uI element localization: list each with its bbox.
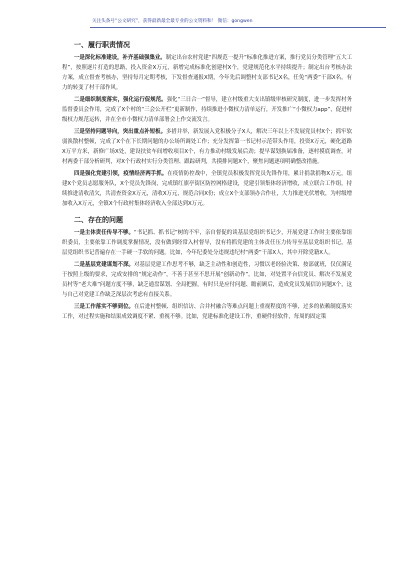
paragraph-lead: 四是强化党建引领，疫情经济两手抓。 [74,171,168,177]
paragraph-text: 在疫情防控战中，全镇党员积极发挥党员先锋作用，累计捐款捐物X万元，组建X个党员志愿服务队，X个党员先锋岗，完成镇红旗亭街区防控网格建设，党建引领集体经济增收，成立联合工作组，持续推进清收清欠，共清查资金X万元，清收X万元，规范合同X份；成立X个支部领办合作社，大力推进光伏增收，为村级增加收入X万元，全镇X个行政村集体经济收入全部达到X万元。 [62,171,352,207]
paragraph-text: 在后进村整顿、组织信访、合并村融合等难点问题上重视程度的不够，过多的依赖制度落实工作，对过程实施和结果成效调度不紧、重视不够。比如，党建标准化建设工作，重硬件轻软件，每周的固定策 [62,304,352,320]
header-banner: 关注头条号“公文研究”，获得最新最全最专业的公文资料和！ 微信：gongwen [92,19,253,24]
header-divider [90,27,386,28]
paragraph [62,228,352,258]
paragraph [62,53,352,93]
paragraph-lead: 三是坚持问题导向，突出重点补短板。 [74,129,166,135]
paragraph-lead: 二是基层党建谋划不深。 [74,262,134,268]
paragraph [62,169,352,209]
paragraph [62,95,352,125]
paragraph-lead: 一是深化标准建设，补齐基础强集业。 [74,55,166,61]
paragraph [62,127,352,167]
paragraph-text: “书记抓、抓书记”树的不牢，亲自督促的谈基层党组织书记少，开展党建工作时主要依靠组织委员，主要依靠工作调度掌握情况，没有做到经常入村督导，没有将抓党建的主体责任压力传导至基层党组织书记，基层党组织书记普遍存在一手硬一手软的问题。比如，今年纪委处分违规违纪村“两委”干部X人，其中开除党籍X人。 [62,230,352,256]
paragraph [62,260,352,300]
paragraph-lead: 一是主体责任传导不够。 [74,230,134,236]
paragraph [62,302,352,322]
section-heading: 二、存在的问题 [74,216,123,224]
document-body [62,34,352,324]
section-heading: 一、履行职责情况 [74,41,130,49]
paragraph-text: 制定出台农村党建“四规范一提升”标准化推进方案，推行党员分类管理“五大工程”，按照逐片打造的思路，投入资金X万元，新增完成标准化创建村X个，党建规范化水平持续提升；制定出台考核办法方案，成立督查考核办，坚持每月定期考核，下发督查通报X期，今年先后调整村支部书记X名，任免“两委”干部X名，有力的转变了村干部作风。 [62,55,352,91]
paragraph-lead: 三是工作落实不够到位。 [74,304,134,310]
paragraph-lead: 二是细织制度落实，强化运行促规范。 [74,97,167,103]
paragraph-text: 多措并举，新发展入党积极分子X人，解决三年以上不发展党员村X个；抓牢软弱涣散村整顿，完成了X个在下长期问题的办公场所调处工作；充分发挥第一书记村示范带头作用，投资X万元，硬化道路X万平方米，新修广场X处，建设扶贫车间增收项目X个，有力推动村级发展后劲；提早谋划换届准备，逐村摸底调查，对村两委干部分析研判，对X个行政村实行分类管理、跟踪研判，共摸排问题X个，聚焦问题逐项明确整改措施。 [62,129,352,165]
paragraph-text: 强化“三日合一”督导，建立村级重大支出镇级审核研究制度，进一步发挥村务监督委员会作用，完成了X个村的“三会公开栏”更新制作，持续推进小微权力清单运行，开发推广“小微权力app”，促进村级权力规范运转，并在全市小微权力清单部署会上作交流发言。 [62,97,352,123]
paragraph-text: 对基层党建工作思考不够，缺乏主动性和创造性，习惯以老经验决策、按部就班，仅仅满足于按照上级的要求，完成安排的“规定动作”，不善于甚至不思开展“创新动作”。比如，对处置平台信党员、解决不发展党员村等“老大难”问题方度不够，缺乏通盘谋划、全局把握，有时只是应付问题、瞻前顾后，造成党员发展信访问题X个，这与自己对党建工作缺乏深层次考虑有直接关系。 [62,262,352,298]
